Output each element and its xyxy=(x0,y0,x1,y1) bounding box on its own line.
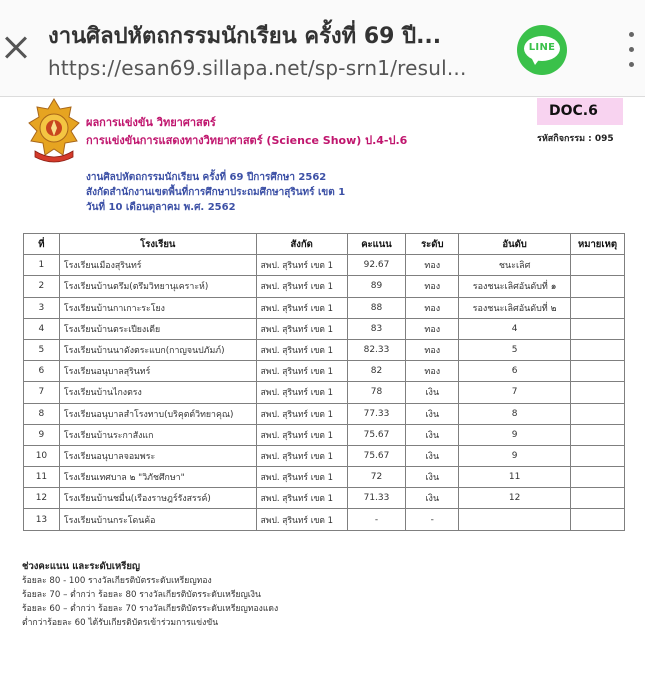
header-school: โรงเรียน xyxy=(59,234,256,255)
header-no: ที่ xyxy=(24,234,60,255)
cell-score: 88 xyxy=(347,297,406,318)
cell-rank: 9 xyxy=(459,445,571,466)
cell-score: - xyxy=(347,509,406,530)
table-row xyxy=(24,361,625,382)
legend-line: ร้อยละ 60 – ต่ำกว่า ร้อยละ 70 รางวัลเกียรติบัตรระดับเหรียญทองแดง xyxy=(22,604,279,614)
cell-level: - xyxy=(406,509,459,530)
cell-level: เงิน xyxy=(406,424,459,445)
cell-no: 10 xyxy=(24,445,60,466)
cell-remark xyxy=(571,339,625,360)
cell-rank: 12 xyxy=(459,488,571,509)
table-row xyxy=(24,339,625,360)
cell-affiliation: สพป. สุรินทร์ เขต 1 xyxy=(256,424,347,445)
cell-level: ทอง xyxy=(406,276,459,297)
line-label: LINE xyxy=(528,42,556,53)
cell-no: 5 xyxy=(24,339,60,360)
cell-level: เงิน xyxy=(406,467,459,488)
cell-remark xyxy=(571,255,625,276)
cell-score: 89 xyxy=(347,276,406,297)
table-row xyxy=(24,318,625,339)
result-heading: ผลการแข่งขัน วิทยาศาสตร์ xyxy=(86,116,216,129)
cell-affiliation: สพป. สุรินทร์ เขต 1 xyxy=(256,361,347,382)
cell-school: โรงเรียนบ้านชมื่น(เรืองราษฎร์รังสรรค์) xyxy=(59,488,256,509)
legend-title: ช่วงคะแนน และระดับเหรียญ xyxy=(22,561,141,572)
line-bubble-tail xyxy=(531,57,541,65)
header-affiliation: สังกัด xyxy=(256,234,347,255)
cell-rank: 11 xyxy=(459,467,571,488)
header-score: คะแนน xyxy=(347,234,406,255)
browser-app-bar xyxy=(0,0,645,97)
cell-school: โรงเรียนบ้านกาเกาะระโยง xyxy=(59,297,256,318)
cell-affiliation: สพป. สุรินทร์ เขต 1 xyxy=(256,467,347,488)
table-row xyxy=(24,382,625,403)
page-title: งานศิลปหัตถกรรมนักเรียน ครั้งที่ 69 ปี... xyxy=(48,24,442,49)
activity-code: รหัสกิจกรรม : 095 xyxy=(537,134,614,144)
cell-remark xyxy=(571,424,625,445)
cell-level: เงิน xyxy=(406,445,459,466)
cell-remark xyxy=(571,361,625,382)
cell-score: 92.67 xyxy=(347,255,406,276)
legend-line: ร้อยละ 80 - 100 รางวัลเกียรติบัตรระดับเหรียญทอง xyxy=(22,576,212,586)
cell-score: 83 xyxy=(347,318,406,339)
cell-score: 71.33 xyxy=(347,488,406,509)
table-row xyxy=(24,445,625,466)
cell-level: ทอง xyxy=(406,297,459,318)
cell-score: 77.33 xyxy=(347,403,406,424)
cell-score: 75.67 xyxy=(347,445,406,466)
table-row xyxy=(24,467,625,488)
results-table xyxy=(23,233,625,531)
cell-score: 82.33 xyxy=(347,339,406,360)
competition-heading: การแข่งขันการแสดงทางวิทยาศาสตร์ (Science Show) ป.4-ป.6 xyxy=(86,134,408,147)
cell-affiliation: สพป. สุรินทร์ เขต 1 xyxy=(256,297,347,318)
cell-level: ทอง xyxy=(406,318,459,339)
cell-remark xyxy=(571,318,625,339)
cell-rank: รองชนะเลิศอันดับที่ ๑ xyxy=(459,276,571,297)
cell-remark xyxy=(571,382,625,403)
cell-school: โรงเรียนอนุบาลสุรินทร์ xyxy=(59,361,256,382)
close-icon[interactable] xyxy=(0,28,30,68)
cell-level: เงิน xyxy=(406,488,459,509)
cell-rank: 6 xyxy=(459,361,571,382)
cell-rank: ชนะเลิศ xyxy=(459,255,571,276)
cell-no: 11 xyxy=(24,467,60,488)
cell-rank xyxy=(459,509,571,530)
cell-level: เงิน xyxy=(406,382,459,403)
cell-school: โรงเรียนเมืองสุรินทร์ xyxy=(59,255,256,276)
header-remark: หมายเหตุ xyxy=(571,234,625,255)
cell-score: 72 xyxy=(347,467,406,488)
cell-affiliation: สพป. สุรินทร์ เขต 1 xyxy=(256,403,347,424)
cell-school: โรงเรียนบ้านตระเปียงเตีย xyxy=(59,318,256,339)
table-row xyxy=(24,424,625,445)
cell-affiliation: สพป. สุรินทร์ เขต 1 xyxy=(256,509,347,530)
school-emblem xyxy=(27,97,82,167)
more-vert-icon[interactable] xyxy=(626,30,636,70)
event-line: งานศิลปหัตถกรรมนักเรียน ครั้งที่ 69 ปีการศึกษา 2562 xyxy=(86,172,327,183)
line-app-icon[interactable] xyxy=(517,25,567,75)
cell-rank: 7 xyxy=(459,382,571,403)
cell-no: 13 xyxy=(24,509,60,530)
cell-no: 8 xyxy=(24,403,60,424)
table-row xyxy=(24,509,625,530)
cell-school: โรงเรียนอนุบาลสำโรงทาบ(บริคุตต์วิทยาคุณ) xyxy=(59,403,256,424)
cell-affiliation: สพป. สุรินทร์ เขต 1 xyxy=(256,255,347,276)
doc-code: DOC.6 xyxy=(549,103,598,119)
header-rank: อันดับ xyxy=(459,234,571,255)
cell-remark xyxy=(571,445,625,466)
cell-school: โรงเรียนอนุบาลจอมพระ xyxy=(59,445,256,466)
office-line: สังกัดสำนักงานเขตพื้นที่การศึกษาประถมศึกษาสุรินทร์ เขต 1 xyxy=(86,187,346,198)
table-row xyxy=(24,403,625,424)
cell-rank: รองชนะเลิศอันดับที่ ๒ xyxy=(459,297,571,318)
cell-remark xyxy=(571,488,625,509)
cell-affiliation: สพป. สุรินทร์ เขต 1 xyxy=(256,276,347,297)
cell-school: โรงเรียนบ้านตรึม(ตรึมวิทยานุเคราะห์) xyxy=(59,276,256,297)
legend-line: ต่ำกว่าร้อยละ 60 ได้รับเกียรติบัตรเข้าร่วมการแข่งขัน xyxy=(22,618,219,628)
cell-score: 78 xyxy=(347,382,406,403)
cell-level: ทอง xyxy=(406,339,459,360)
cell-no: 3 xyxy=(24,297,60,318)
header-level: ระดับ xyxy=(406,234,459,255)
table-header-row xyxy=(24,234,625,255)
cell-rank: 8 xyxy=(459,403,571,424)
cell-score: 75.67 xyxy=(347,424,406,445)
cell-no: 1 xyxy=(24,255,60,276)
cell-rank: 9 xyxy=(459,424,571,445)
legend-line: ร้อยละ 70 – ต่ำกว่า ร้อยละ 80 รางวัลเกียรติบัตรระดับเหรียญเงิน xyxy=(22,590,261,600)
cell-no: 4 xyxy=(24,318,60,339)
cell-level: ทอง xyxy=(406,361,459,382)
cell-remark xyxy=(571,276,625,297)
date-line: วันที่ 10 เดือนตุลาคม พ.ศ. 2562 xyxy=(86,202,236,213)
cell-no: 6 xyxy=(24,361,60,382)
cell-affiliation: สพป. สุรินทร์ เขต 1 xyxy=(256,445,347,466)
cell-remark xyxy=(571,509,625,530)
cell-remark xyxy=(571,297,625,318)
cell-rank: 5 xyxy=(459,339,571,360)
cell-no: 7 xyxy=(24,382,60,403)
cell-school: โรงเรียนบ้านไกงตรง xyxy=(59,382,256,403)
cell-school: โรงเรียนบ้านกระโดนค้อ xyxy=(59,509,256,530)
cell-no: 9 xyxy=(24,424,60,445)
cell-affiliation: สพป. สุรินทร์ เขต 1 xyxy=(256,318,347,339)
cell-school: โรงเรียนบ้านนาดังตระแบก(กาญจนปภัมภ์) xyxy=(59,339,256,360)
table-row xyxy=(24,297,625,318)
cell-school: โรงเรียนบ้านระกาสังแก xyxy=(59,424,256,445)
cell-no: 2 xyxy=(24,276,60,297)
cell-level: เงิน xyxy=(406,403,459,424)
cell-rank: 4 xyxy=(459,318,571,339)
table-row xyxy=(24,255,625,276)
cell-affiliation: สพป. สุรินทร์ เขต 1 xyxy=(256,382,347,403)
table-row xyxy=(24,488,625,509)
cell-remark xyxy=(571,403,625,424)
cell-no: 12 xyxy=(24,488,60,509)
cell-school: โรงเรียนเทศบาล ๒ "วิภัชศึกษา" xyxy=(59,467,256,488)
cell-affiliation: สพป. สุรินทร์ เขต 1 xyxy=(256,488,347,509)
cell-score: 82 xyxy=(347,361,406,382)
cell-level: ทอง xyxy=(406,255,459,276)
page-url[interactable]: https://esan69.sillapa.net/sp-srn1/resul... xyxy=(48,56,467,80)
cell-remark xyxy=(571,467,625,488)
table-row xyxy=(24,276,625,297)
cell-affiliation: สพป. สุรินทร์ เขต 1 xyxy=(256,339,347,360)
